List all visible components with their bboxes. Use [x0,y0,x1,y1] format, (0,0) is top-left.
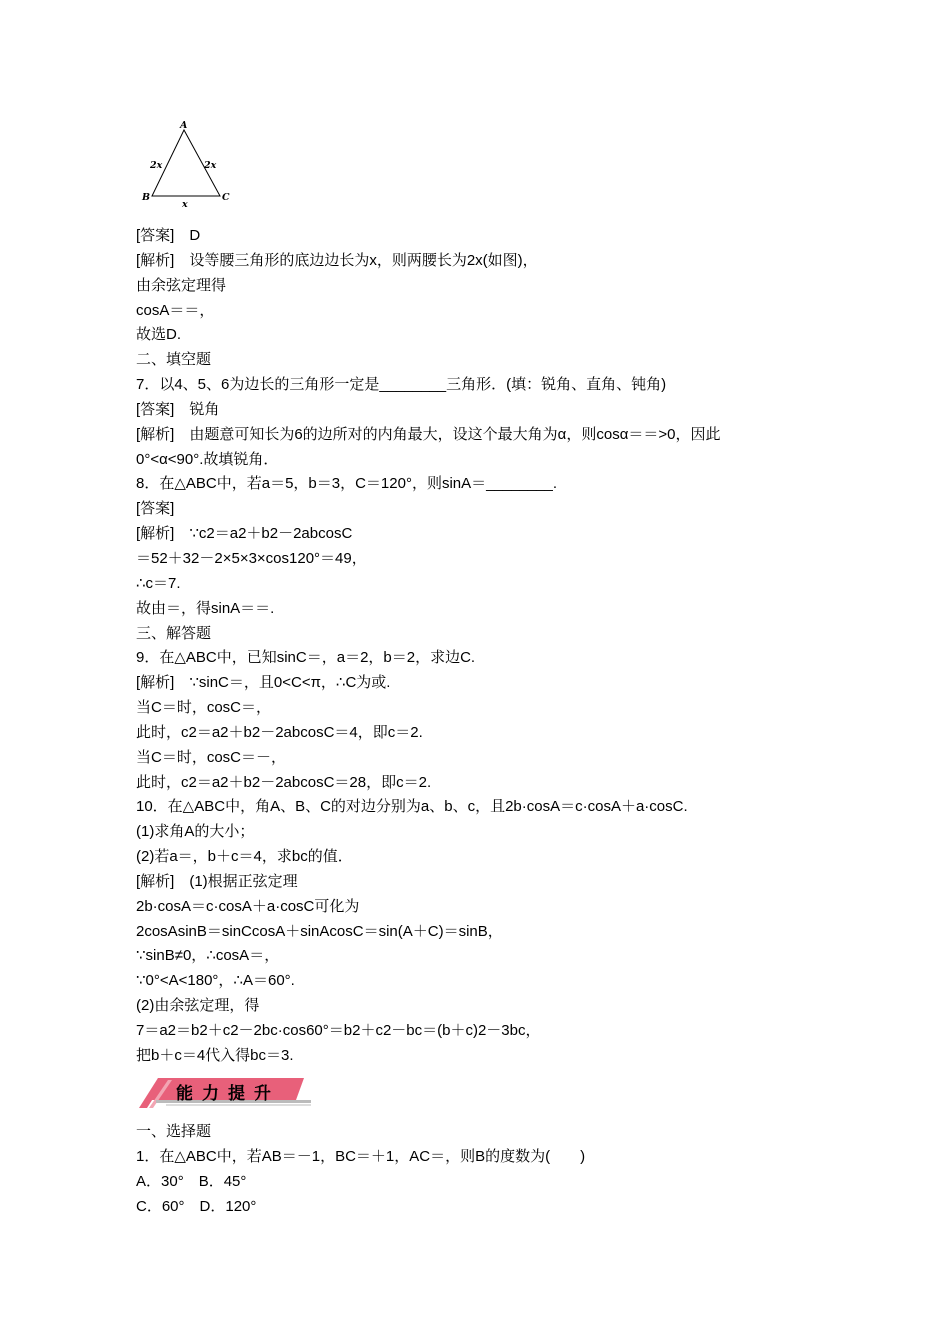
text-line: 故选D. [136,326,182,344]
banner-title: 能力提升 [176,1084,280,1104]
text-line: [解析] 由题意可知长为6的边所对的内角最大，设这个最大角为α，则cosα＝＝>0，因此 [136,425,721,443]
question-line: 7．以4、5、6为边长的三角形一定是________三角形．(填：锐角、直角、钝角) [136,376,667,394]
question-line: 1．在△ABC中，若AB＝－1，BC＝＋1，AC＝，则B的度数为( ) [136,1147,586,1165]
text-line: [答案] [136,500,175,518]
text-line: 故由＝，得sinA＝＝. [136,599,275,617]
side-bc-label: x [182,199,188,210]
text-line: ∵sinB≠0，∴cosA＝， [136,947,280,965]
section-heading: 二、填空题 [136,351,212,369]
text-line: 2cosAsinB＝sinCcosA＋sinAcosC＝sin(A＋C)＝sinB， [136,922,503,940]
isosceles-triangle-figure [136,118,236,214]
side-ac-label: 2x [204,160,217,171]
text-line: 当C＝时，cosC＝－， [136,748,287,766]
exercise-text-block [136,1120,836,1219]
vertex-b-label: B [142,192,151,203]
text-line: 7＝a2＝b2＋c2－2bc·cos60°＝b2＋c2－bc＝(b＋c)2－3bc， [136,1022,541,1039]
section-heading: 三、解答题 [136,624,212,642]
text-line: (1)求角A的大小； [136,823,255,841]
text-line: 2b·cosA＝c·cosA＋a·cosC可化为 [136,897,360,915]
question-line: 8．在△ABC中，若a＝5，b＝3，C＝120°，则sinA＝________. [136,475,558,493]
ability-improvement-banner [136,1072,311,1108]
side-ab-label: 2x [150,160,163,171]
text-line: ∵0°<A<180°，∴A＝60°. [136,972,295,990]
text-line: (2)由余弦定理，得 [136,997,260,1015]
text-line: 此时，c2＝a2＋b2－2abcosC＝28，即c＝2. [136,773,432,791]
text-line: cosA＝＝， [136,301,215,319]
text-line: 由余弦定理得 [136,276,227,294]
text-line: [解析] 设等腰三角形的底边边长为x，则两腰长为2x(如图)， [136,251,538,269]
text-line: [解析] ∵sinC＝，且0<C<π，∴C为或. [136,674,391,692]
section-heading: 一、选择题 [136,1123,212,1140]
text-line: (2)若a＝，b＋c＝4，求bc的值． [136,848,353,866]
option-line: C．60° D．120° [136,1197,257,1215]
text-line: [答案] D [136,227,201,244]
text-line: [解析] ∵c2＝a2＋b2－2abcosC [136,525,353,543]
text-line: [解析] (1)根据正弦定理 [136,872,298,890]
vertex-a-label: A [180,120,188,131]
triangle-diagram [136,118,236,214]
text-line: 0°<α<90°.故填锐角． [136,450,279,468]
solution-text-block [136,224,836,1069]
question-line: 10．在△ABC中，角A、B、C的对边分别为a、b、c，且2b·cosA＝c·cosA＋a·cosC. [136,798,688,816]
text-line: ∴c＝7. [136,574,181,592]
text-line: [答案] 锐角 [136,400,220,418]
text-line: 此时，c2＝a2＋b2－2abcosC＝4，即c＝2. [136,723,423,741]
text-line: 当C＝时，cosC＝， [136,699,272,717]
option-line: A．30° B．45° [136,1172,247,1190]
text-line: ＝52＋32－2×5×3×cos120°＝49， [136,549,367,567]
text-line: 把b＋c＝4代入得bc＝3. [136,1046,294,1064]
question-line: 9．在△ABC中，已知sinC＝，a＝2，b＝2，求边C. [136,649,476,667]
vertex-c-label: C [222,192,230,203]
